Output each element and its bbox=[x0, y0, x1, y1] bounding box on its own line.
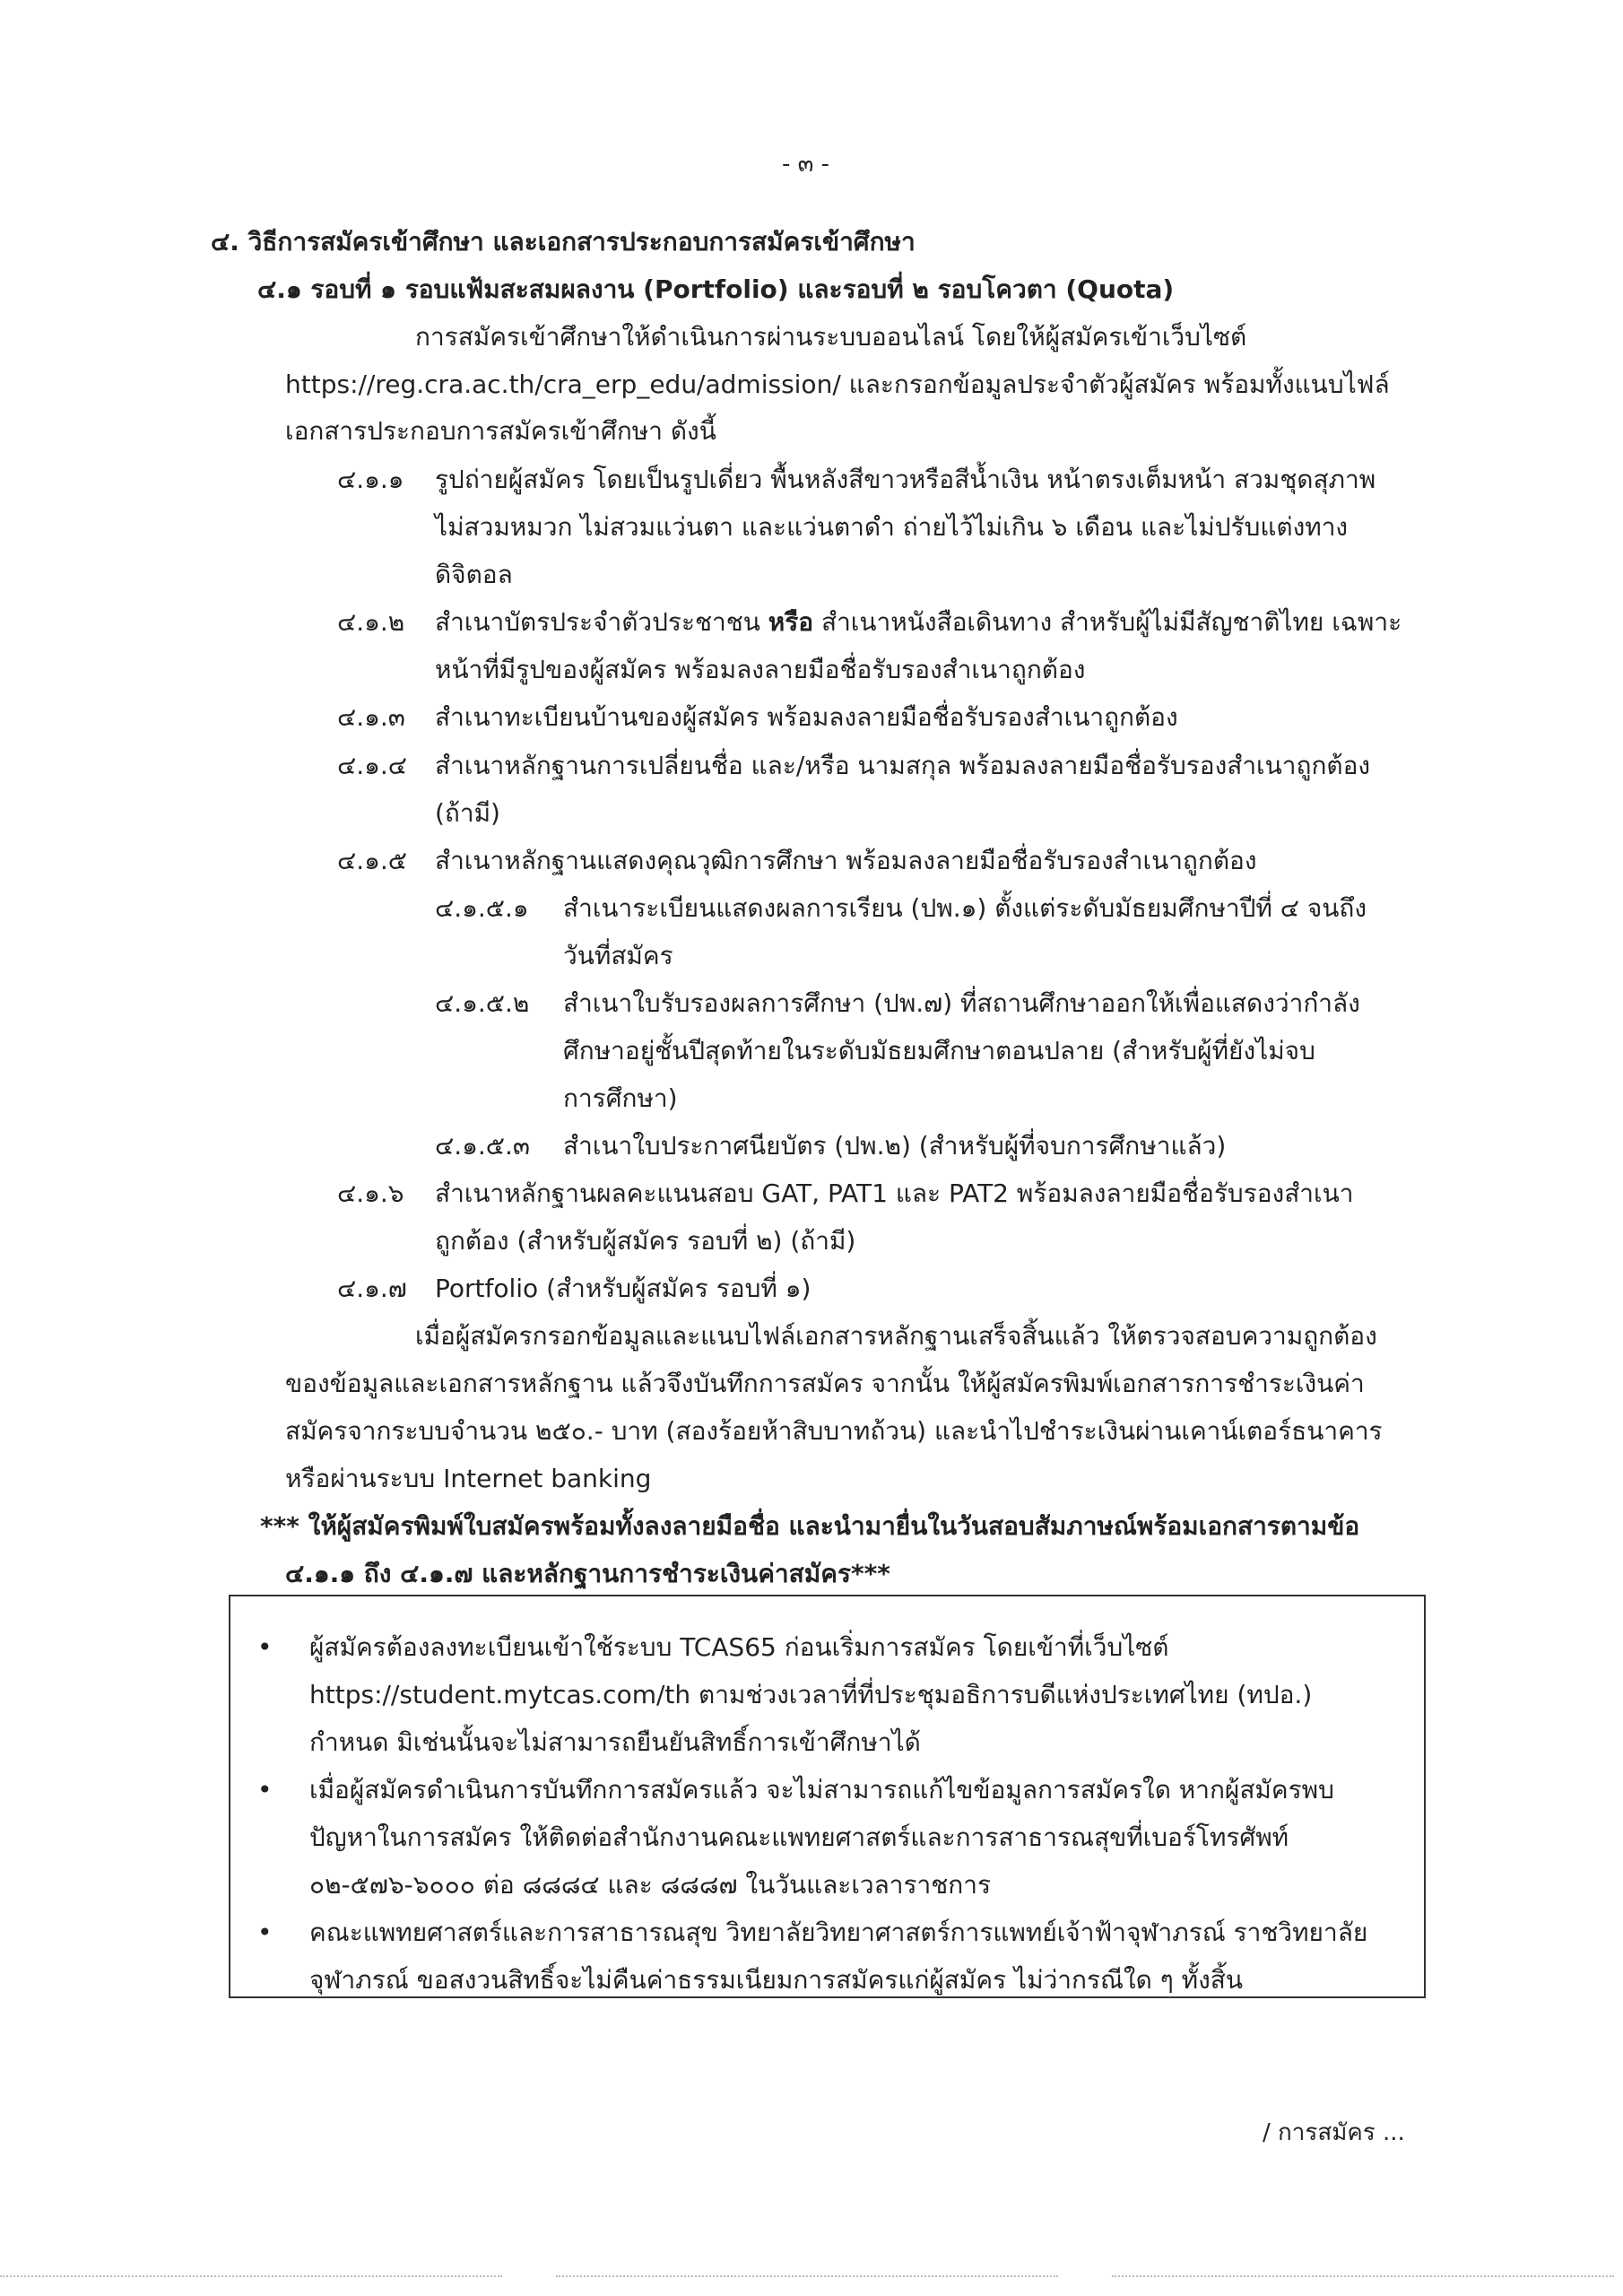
intro-line: https://reg.cra.ac.th/cra_erp_edu/admission/ และกรอกข้อมูลประจำตัวผู้สมัคร พร้อมทั้งแนบไฟล์ bbox=[285, 370, 1390, 399]
payment-paragraph-line: สมัครจากระบบจำนวน ๒๕๐.- บาท (สองร้อยห้าสิบบาทถ้วน) และนำไปชำระเงินผ่านเคาน์เตอร์ธนาคาร bbox=[285, 1416, 1383, 1446]
bullet-icon: • bbox=[257, 1775, 273, 1805]
payment-paragraph-line: หรือผ่านระบบ Internet banking bbox=[285, 1464, 652, 1493]
notice-line: เมื่อผู้สมัครดำเนินการบันทึกการสมัครแล้ว จะไม่สามารถแก้ไขข้อมูลการสมัครใด หากผู้สมัครพบ bbox=[309, 1775, 1334, 1805]
bullet-icon: • bbox=[257, 1918, 273, 1947]
item-number: ๔.๑.๑ bbox=[337, 465, 404, 494]
subitem-text: สำเนาระเบียนแสดงผลการเรียน (ปพ.๑) ตั้งแต่ระดับมัธยมศึกษาปีที่ ๔ จนถึง bbox=[563, 893, 1367, 923]
item-text: สำเนาหลักฐานผลคะแนนสอบ GAT, PAT1 และ PAT2 พร้อมลงลายมือชื่อรับรองสำเนา bbox=[435, 1178, 1354, 1208]
item-number: ๔.๑.๒ bbox=[337, 607, 405, 637]
item-number: ๔.๑.๖ bbox=[337, 1178, 404, 1208]
item-number: ๔.๑.๕ bbox=[337, 846, 407, 875]
item-text: หน้าที่มีรูปของผู้สมัคร พร้อมลงลายมือชื่อรับรองสำเนาถูกต้อง bbox=[435, 655, 1086, 684]
intro-line: เอกสารประกอบการสมัครเข้าศึกษา ดังนี้ bbox=[285, 416, 716, 446]
subitem-number: ๔.๑.๕.๑ bbox=[435, 893, 529, 923]
subitem-text: ศึกษาอยู่ชั้นปีสุดท้ายในระดับมัธยมศึกษาตอนปลาย (สำหรับผู้ที่ยังไม่จบ bbox=[563, 1036, 1315, 1065]
subitem-text: การศึกษา) bbox=[563, 1083, 678, 1113]
item-number: ๔.๑.๓ bbox=[337, 702, 405, 732]
item-text: รูปถ่ายผู้สมัคร โดยเป็นรูปเดี่ยว พื้นหลังสีขาวหรือสีน้ำเงิน หน้าตรงเต็มหน้า สวมชุดสุภาพ bbox=[435, 465, 1376, 494]
bold-note-line: ๔.๑.๑ ถึง ๔.๑.๗ และหลักฐานการชำระเงินค่าสมัคร*** bbox=[285, 1559, 890, 1588]
scan-edge-divider bbox=[1112, 2275, 1614, 2277]
scan-edge-divider bbox=[556, 2275, 1058, 2277]
section-4-1-title: ๔.๑ รอบที่ ๑ รอบแฟ้มสะสมผลงาน (Portfolio) และรอบที่ ๒ รอบโควตา (Quota) bbox=[257, 274, 1175, 304]
notice-line: https://student.mytcas.com/th ตามช่วงเวลาที่ที่ประชุมอธิการบดีแห่งประเทศไทย (ทปอ.) bbox=[309, 1680, 1313, 1709]
item-text bbox=[435, 607, 1402, 637]
intro-line: การสมัครเข้าศึกษาให้ดำเนินการผ่านระบบออนไลน์ โดยให้ผู้สมัครเข้าเว็บไซต์ bbox=[415, 322, 1247, 352]
notice-line: ๐๒-๕๗๖-๖๐๐๐ ต่อ ๘๘๘๔ และ ๘๘๘๗ ในวันและเวลาราชการ bbox=[309, 1870, 991, 1900]
item-text: สำเนาทะเบียนบ้านของผู้สมัคร พร้อมลงลายมือชื่อรับรองสำเนาถูกต้อง bbox=[435, 702, 1178, 732]
item-text: (ถ้ามี) bbox=[435, 798, 500, 828]
item-text: ไม่สวมหมวก ไม่สวมแว่นตา และแว่นตาดำ ถ่ายไว้ไม่เกิน ๖ เดือน และไม่ปรับแต่งทาง bbox=[435, 512, 1349, 542]
section-4-title: ๔. วิธีการสมัครเข้าศึกษา และเอกสารประกอบการสมัครเข้าศึกษา bbox=[211, 227, 916, 257]
item-text: ถูกต้อง (สำหรับผู้สมัคร รอบที่ ๒) (ถ้ามี) bbox=[435, 1226, 856, 1256]
payment-paragraph-line: ของข้อมูลและเอกสารหลักฐาน แล้วจึงบันทึกการสมัคร จากนั้น ให้ผู้สมัครพิมพ์เอกสารการชำระเงินค่า bbox=[285, 1369, 1365, 1398]
item-text-part: สำเนาหนังสือเดินทาง สำหรับผู้ไม่มีสัญชาติไทย เฉพาะ bbox=[820, 607, 1402, 637]
item-text-or: หรือ bbox=[768, 607, 814, 637]
item-text: Portfolio (สำหรับผู้สมัคร รอบที่ ๑) bbox=[435, 1274, 812, 1303]
subitem-number: ๔.๑.๕.๒ bbox=[435, 988, 530, 1018]
item-number: ๔.๑.๗ bbox=[337, 1274, 407, 1303]
payment-paragraph-line: เมื่อผู้สมัครกรอกข้อมูลและแนบไฟล์เอกสารหลักฐานเสร็จสิ้นแล้ว ให้ตรวจสอบความถูกต้อง bbox=[415, 1321, 1377, 1351]
subitem-text: สำเนาใบประกาศนียบัตร (ปพ.๒) (สำหรับผู้ที่จบการศึกษาแล้ว) bbox=[563, 1131, 1227, 1161]
notice-line: ปัญหาในการสมัคร ให้ติดต่อสำนักงานคณะแพทยศาสตร์และการสาธารณสุขที่เบอร์โทรศัพท์ bbox=[309, 1822, 1289, 1852]
item-text: สำเนาหลักฐานแสดงคุณวุฒิการศึกษา พร้อมลงลายมือชื่อรับรองสำเนาถูกต้อง bbox=[435, 846, 1257, 875]
subitem-number: ๔.๑.๕.๓ bbox=[435, 1131, 530, 1161]
notice-line: คณะแพทยศาสตร์และการสาธารณสุข วิทยาลัยวิทยาศาสตร์การแพทย์เจ้าฟ้าจุฬาภรณ์ ราชวิทยาลัย bbox=[309, 1918, 1368, 1947]
notice-line: จุฬาภรณ์ ขอสงวนสิทธิ์จะไม่คืนค่าธรรมเนียมการสมัครแก่ผู้สมัคร ไม่ว่ากรณีใด ๆ ทั้งสิ้น bbox=[309, 1965, 1244, 1995]
item-text: ดิจิตอล bbox=[435, 560, 513, 589]
page-number: - ๓ - bbox=[782, 151, 830, 178]
notice-line: ผู้สมัครต้องลงทะเบียนเข้าใช้ระบบ TCAS65 ก่อนเริ่มการสมัคร โดยเข้าที่เว็บไซต์ bbox=[309, 1632, 1169, 1662]
subitem-text: วันที่สมัคร bbox=[563, 941, 673, 970]
continued-footer: / การสมัคร ... bbox=[1263, 2119, 1405, 2146]
bullet-icon: • bbox=[257, 1632, 273, 1662]
scan-edge-divider bbox=[0, 2275, 502, 2277]
notice-line: กำหนด มิเช่นนั้นจะไม่สามารถยืนยันสิทธิ์การเข้าศึกษาได้ bbox=[309, 1727, 921, 1757]
item-text: สำเนาหลักฐานการเปลี่ยนชื่อ และ/หรือ นามสกุล พร้อมลงลายมือชื่อรับรองสำเนาถูกต้อง bbox=[435, 751, 1371, 780]
item-number: ๔.๑.๔ bbox=[337, 751, 407, 780]
bold-note-line: *** ให้ผู้สมัครพิมพ์ใบสมัครพร้อมทั้งลงลายมือชื่อ และนำมายื่นในวันสอบสัมภาษณ์พร้อมเอกสารตามข้อ bbox=[260, 1511, 1360, 1541]
item-text-part: สำเนาบัตรประจำตัวประชาชน bbox=[435, 607, 760, 637]
subitem-text: สำเนาใบรับรองผลการศึกษา (ปพ.๗) ที่สถานศึกษาออกให้เพื่อแสดงว่ากำลัง bbox=[563, 988, 1360, 1018]
